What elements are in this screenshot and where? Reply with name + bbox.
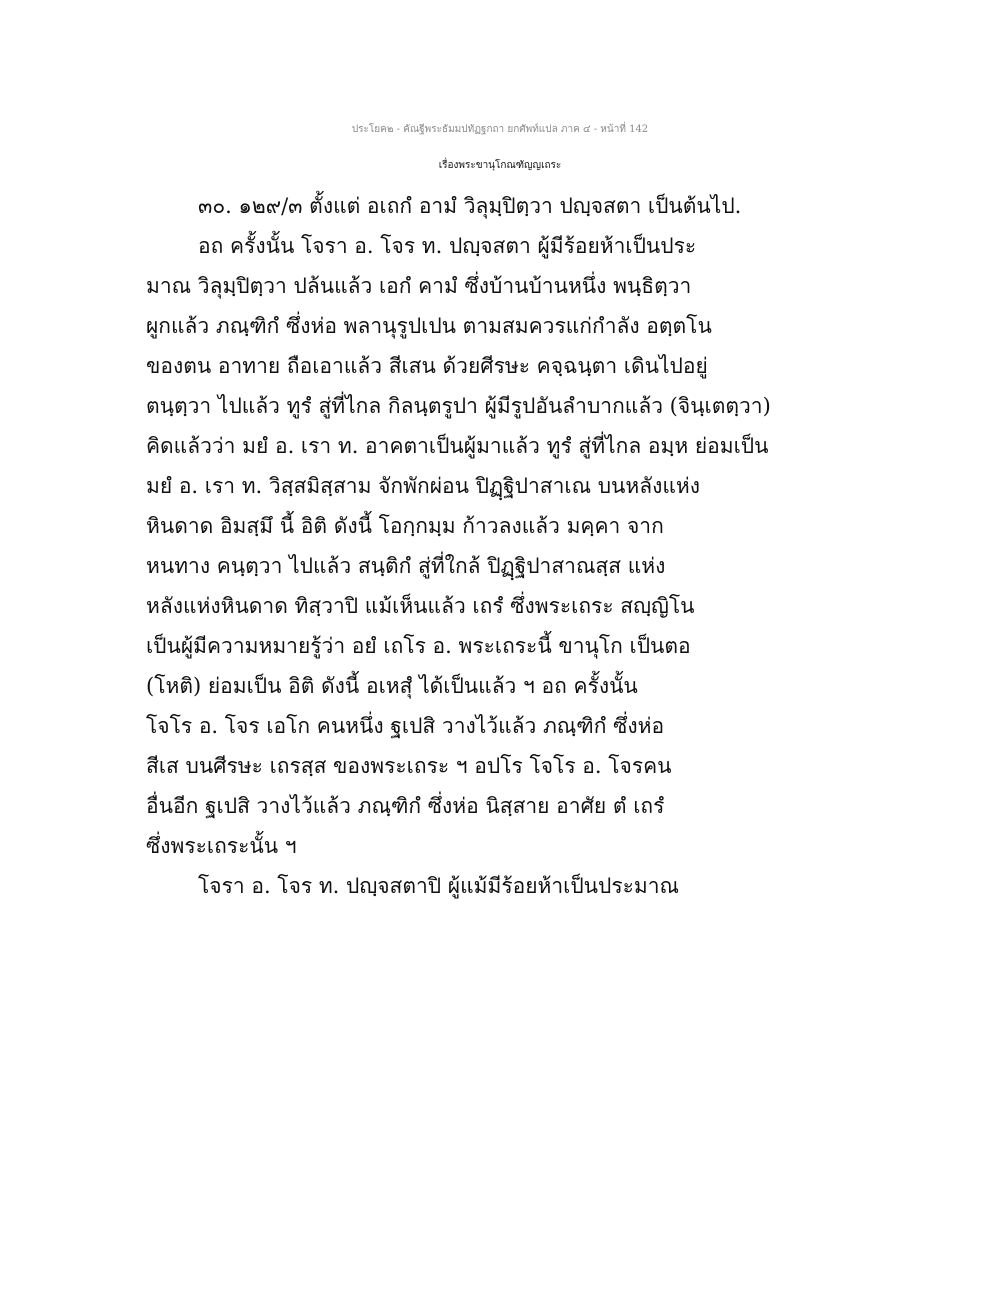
text-line: ๓๐. ๑๒๙/๓ ตั้งแต่ อเถกํ อามํ วิลุมฺปิตฺวา ปญฺจสตา เป็นต้นไป.: [198, 194, 742, 218]
text-line: หนทาง คนฺตฺวา ไปแล้ว สนฺติกํ สู่ที่ใกล้ ปิฏฺฐิปาสาณสฺส แห่ง: [146, 554, 666, 578]
text-line: ของตน อาทาย ถือเอาแล้ว สีเสน ด้วยศีรษะ คจฺฉนฺตา เดินไปอยู่: [146, 354, 708, 378]
text-line: หลังแห่งหินดาด ทิสฺวาปิ แม้เห็นแล้ว เถรํ ซึ่งพระเถระ สญฺญิโน: [146, 594, 695, 618]
text-line: โจโร อ. โจร เอโก คนหนึ่ง ฐเปสิ วางไว้แล้ว ภณฺฑิกํ ซึ่งห่อ: [146, 714, 665, 738]
text-line: หินดาด อิมสฺมึ นี้ อิติ ดังนี้ โอกฺกมฺม ก้าวลงแล้ว มคฺคา จาก: [146, 514, 664, 538]
text-line: ซึ่งพระเถระนั้น ฯ: [146, 834, 297, 858]
text-line: มาณ วิลุมฺปิตฺวา ปล้นแล้ว เอกํ คามํ ซึ่งบ้านบ้านหนึ่ง พนฺธิตฺวา: [146, 274, 692, 298]
text-line: อถ ครั้งนั้น โจรา อ. โจร ท. ปญฺจสตา ผู้มีร้อยห้าเป็นประ: [198, 234, 697, 258]
text-line: เป็นผู้มีความหมายรู้ว่า อยํ เถโร อ. พระเถระนี้ ขานุโก เป็นตอ: [146, 634, 691, 658]
story-title: เรื่องพระขานุโกณฑัญญเถระ: [438, 160, 562, 171]
text-line: ผูกแล้ว ภณฺฑิกํ ซึ่งห่อ พลานุรูปเปน ตามสมควรแก่กำลัง อตฺตโน: [146, 314, 712, 338]
text-line: คิดแล้วว่า มยํ อ. เรา ท. อาคตาเป็นผู้มาแล้ว ทูรํ สู่ที่ไกล อมฺห ย่อมเป็น: [146, 434, 769, 458]
running-header: ประโยค๒ - คัณฐีพระธัมมปทัฏฐกถา ยกศัพท์แปล ภาค ๔ - หน้าที่ 142: [351, 124, 649, 135]
text-line: (โหติ) ย่อมเป็น อิติ ดังนี้ อเหสุํ ได้เป็นแล้ว ฯ อถ ครั้งนั้น: [146, 674, 638, 698]
text-line: มยํ อ. เรา ท. วิสฺสมิสฺสาม จักพักผ่อน ปิฏฺฐิปาสาเณ บนหลังแห่ง: [146, 474, 701, 498]
text-line: ตนฺตฺวา ไปแล้ว ทูรํ สู่ที่ไกล กิลนฺตรูปา ผู้มีรูปอันลำบากแล้ว (จินฺเตตฺวา): [146, 394, 771, 418]
text-line: สีเส บนศีรษะ เถรสฺส ของพระเถระ ฯ อปโร โจโร อ. โจรคน: [146, 754, 672, 778]
text-line: โจรา อ. โจร ท. ปญฺจสตาปิ ผู้แม้มีร้อยห้าเป็นประมาณ: [198, 874, 680, 898]
text-line: อื่นอีก ฐเปสิ วางไว้แล้ว ภณฺฑิกํ ซึ่งห่อ นิสฺสาย อาศัย ตํ เถรํ: [146, 794, 665, 818]
